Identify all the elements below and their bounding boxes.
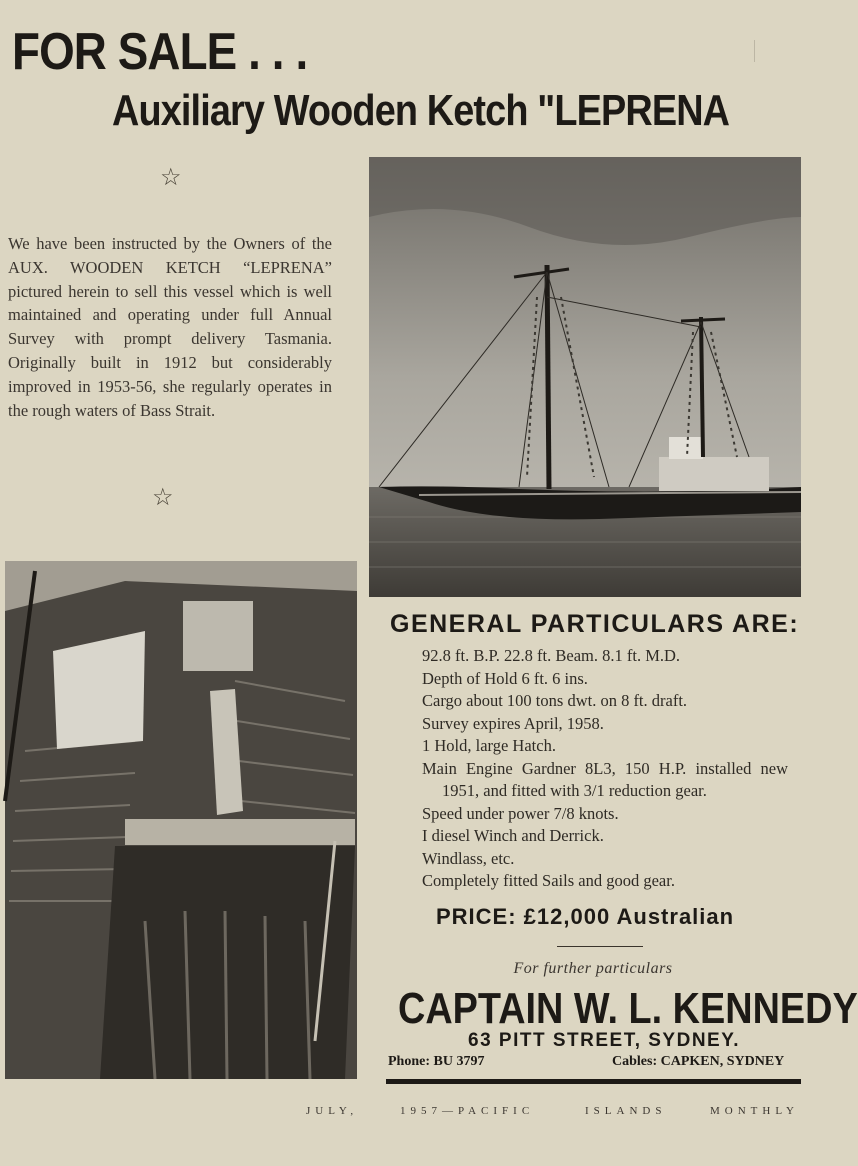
list-item: I diesel Winch and Derrick.	[422, 826, 604, 845]
bottom-rule	[386, 1079, 801, 1084]
list-item: 1 Hold, large Hatch.	[422, 736, 556, 755]
footer-year-publication: 1957—PACIFIC	[400, 1105, 535, 1117]
contact-address: 63 PITT STREET, SYDNEY.	[468, 1030, 741, 1051]
star-ornament-icon: ☆	[160, 165, 182, 191]
footer-monthly: MONTHLY	[710, 1105, 799, 1117]
list-item: Speed under power 7/8 knots.	[422, 803, 619, 823]
vessel-heading: Auxiliary Wooden Ketch "LEPRENA	[112, 86, 730, 135]
contact-phone: Phone: BU 3797	[388, 1054, 485, 1069]
particulars-title: GENERAL PARTICULARS ARE:	[390, 610, 800, 638]
list-item: Cargo about 100 tons dwt. on 8 ft. draft.	[422, 691, 688, 710]
price-line: PRICE: £12,000 Australian	[436, 904, 735, 929]
intro-paragraph: We have been instructed by the Owners of the AUX. WOODEN KETCH “LEPRENA” pictured herein to sell this vessel which is well maintained and operating under full Annual Survey with prompt delivery Tasmania. Originally built in 1912 but considerably improved in 1953-56, she regularly operates in the rough waters of Bass Strait.	[8, 234, 332, 420]
particulars-list	[422, 645, 788, 893]
star-ornament-icon: ☆	[152, 485, 174, 511]
list-item: Windlass, etc.	[422, 848, 515, 868]
page-edge-mark	[754, 40, 755, 62]
for-sale-heading: FOR SALE . . .	[12, 23, 308, 81]
contact-name: CAPTAIN W. L. KENNEDY	[398, 984, 858, 1033]
deck-hold-photo	[5, 561, 357, 1079]
footer-islands: ISLANDS	[585, 1105, 667, 1117]
divider	[557, 946, 643, 947]
further-particulars-label: For further particulars	[513, 960, 673, 977]
list-item: 92.8 ft. B.P. 22.8 ft. Beam. 8.1 ft. M.D.	[422, 646, 681, 665]
list-item: Depth of Hold 6 ft. 6 ins.	[422, 668, 588, 688]
list-item: Completely fitted Sails and good gear.	[422, 871, 675, 890]
ketch-photo	[369, 157, 801, 597]
contact-cables: Cables: CAPKEN, SYDNEY	[612, 1054, 785, 1069]
list-item: Main Engine Gardner 8L3, 150 H.P. installed new 1951, and fitted with 3/1 reduction gear.	[422, 758, 788, 800]
list-item: Survey expires April, 1958.	[422, 713, 604, 733]
footer-month: JULY,	[306, 1105, 359, 1117]
